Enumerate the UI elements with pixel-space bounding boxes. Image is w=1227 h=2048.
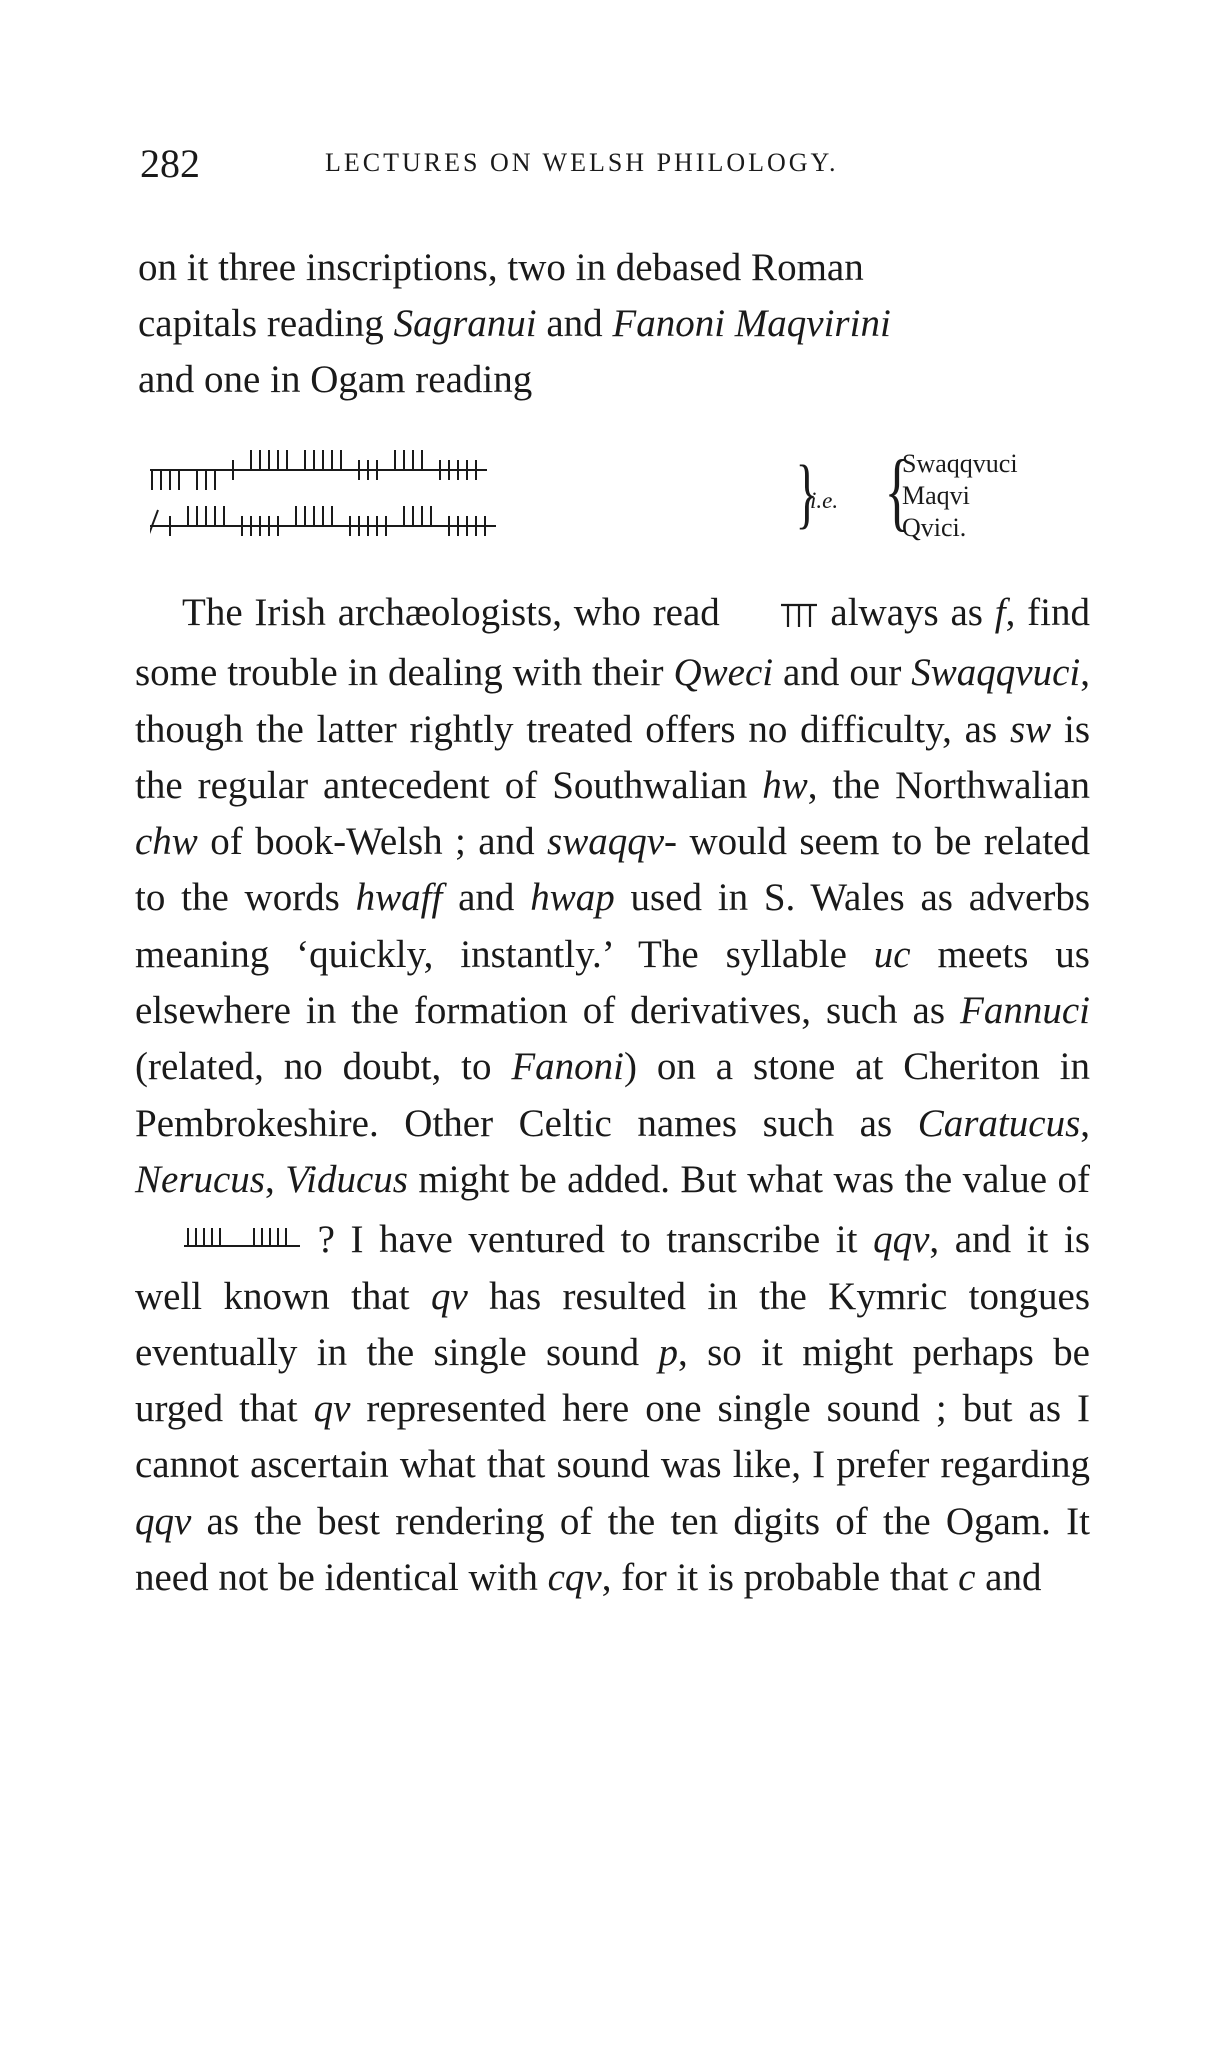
body-paragraph <box>135 585 1090 1606</box>
right-brace: } <box>795 449 818 536</box>
ogam-glyph-qqv <box>135 1208 302 1264</box>
page-header <box>140 140 1090 190</box>
ogam-glyph-f <box>732 589 819 645</box>
ogam-inscription-drawing <box>150 440 790 560</box>
ogam-readings <box>902 448 1018 544</box>
ogam-inscription <box>150 440 1080 580</box>
text-line: on it three inscriptions, two in debased Roman <box>138 246 864 289</box>
inscription-name: Fanoni Maqvirini <box>612 302 891 345</box>
text-line: and one in Ogam reading <box>138 358 533 401</box>
ie-abbreviation: i.e. <box>810 488 839 513</box>
reading-line: Qvici. <box>902 513 967 542</box>
reading-line: Maqvi <box>902 481 970 510</box>
text-line: capitals reading Sagranui and Fanoni Maqvirini <box>138 302 891 345</box>
paragraph-text: The Irish archæologists, who read always as f, find some trouble in dealing with their Qweci and our Swaqqvuci, though the latter rightly treated offers no difficulty, as sw is the regular antecedent of Southwalian hw, the Northwalian chw of book-Welsh ; and swaqqv- would seem to be related to the words hwaff and hwap used in S. Wales as adverbs meaning ‘quickly, instantly.’ The syllable uc meets us elsewhere in the formation of derivatives, such as Fannuci (related, no doubt, to Fanoni) on a stone at Cheriton in Pembrokeshire. Other Celtic names such as Caratucus, Nerucus, Viducus might be added. But what was the value of ? I have ventured to transcribe it qqv, and it is well known that qv has resulted in the Kymric tongues eventually in the single sound p, so it might perhaps be urged that qv represented here one single sound ; but as I cannot ascertain what that sound was like, I prefer regarding qqv as the best rendering of the ten digits of the Ogam. It need not be identical with cqv, for it is probable that c and <box>135 591 1091 1600</box>
running-title: LECTURES ON WELSH PHILOLOGY. <box>325 148 839 177</box>
left-brace: { <box>884 443 910 540</box>
inscription-name: Sagranui <box>393 302 537 345</box>
page-number: 282 <box>140 141 200 186</box>
opening-paragraph <box>138 240 1088 408</box>
reading-line: Swaqqvuci <box>902 449 1018 478</box>
